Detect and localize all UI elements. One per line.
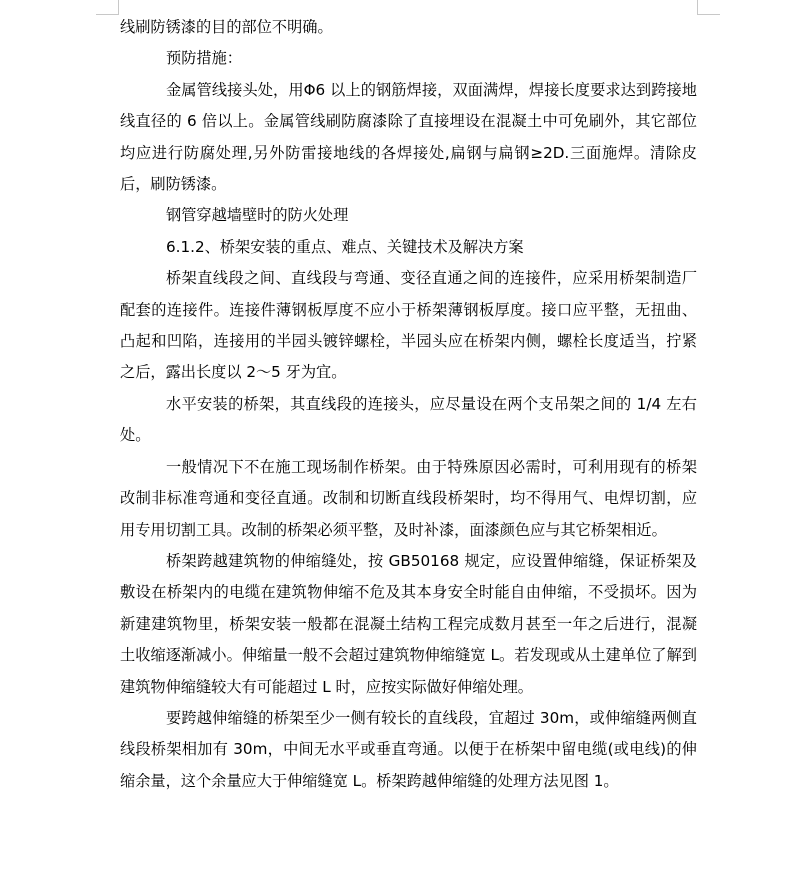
paragraph-tray-connectors: 桥架直线段之间、直线段与弯通、变径直通之间的连接件，应采用桥架制造厂配套的连接件。连接件薄钢板厚度不应小于桥架薄钢板厚度。接口应平整，无扭曲、凸起和凹陷，连接用的半园头镀锌螺栓，半园头应在桥架内侧，螺栓长度适当，拧紧之后，露出长度以 2～5 牙为宜。 [120,269,697,382]
paragraph-continuation: 线刷防锈漆的目的部位不明确。 [120,18,333,36]
paragraph-preventive-measures-heading: 预防措施： [166,49,242,68]
section-heading-6-1-2: 6.1.2、桥架安装的重点、难点、关键技术及解决方案 [166,237,524,256]
paragraph-expansion-joint: 桥架跨越建筑物的伸缩缝处，按 GB50168 规定，应设置伸缩缝，保证桥架及敷设在桥架内的电缆在建筑物伸缩不危及其本身安全时能自由伸缩，不受损坏。因为新建建筑物里，桥架安装一般都在混凝土结构工程完成数月甚至一年之后进行，混凝土收缩逐渐减小。伸缩量一般不会超过建筑物伸缩缝宽 L。若发现或从土建单位了解到建筑物伸缩缝较大有可能超过 L 时，应按实际做好伸缩处理。 [120,551,697,696]
paragraph-horizontal-tray: 水平安装的桥架，其直线段的连接头，应尽量设在两个支吊架之间的 1/4 左右处。 [120,394,697,445]
paragraph-tray-fabrication: 一般情况下不在施工现场制作桥架。由于特殊原因必需时，可利用现有的桥架改制非标准弯通和变径直通。改制和切断直线段桥架时，均不得用气、电焊切割，应用专用切割工具。改制的桥架必须平整，及时补漆，面漆颜色应与其它桥架相近。 [120,457,697,539]
margin-corner-mark-left [96,0,119,15]
paragraph-fireproofing-heading: 钢管穿越墙壁时的防火处理 [166,206,349,225]
margin-corner-mark-right [697,0,720,15]
paragraph-expansion-allowance: 要跨越伸缩缝的桥架至少一侧有较长的直线段，宜超过 30m，或伸缩缝两侧直线段桥架相加有 30m，中间无水平或垂直弯通。以便于在桥架中留电缆(或电线)的伸缩余量，这个余量应大于伸缩缝宽 L。桥架跨越伸缩缝的处理方法见图 1。 [120,708,697,790]
document-body [120,12,697,797]
paragraph-metal-pipe-welding: 金属管线接头处，用Φ6 以上的钢筋焊接，双面满焊，焊接长度要求达到跨接地线直径的 6 倍以上。金属管线刷防腐漆除了直接埋设在混凝土中可免刷外，其它部位均应进行防腐处理,另外防雷接地线的各焊接处,扁钢与扁钢≥2D.三面施焊。清除皮后，刷防锈漆。 [120,80,697,194]
